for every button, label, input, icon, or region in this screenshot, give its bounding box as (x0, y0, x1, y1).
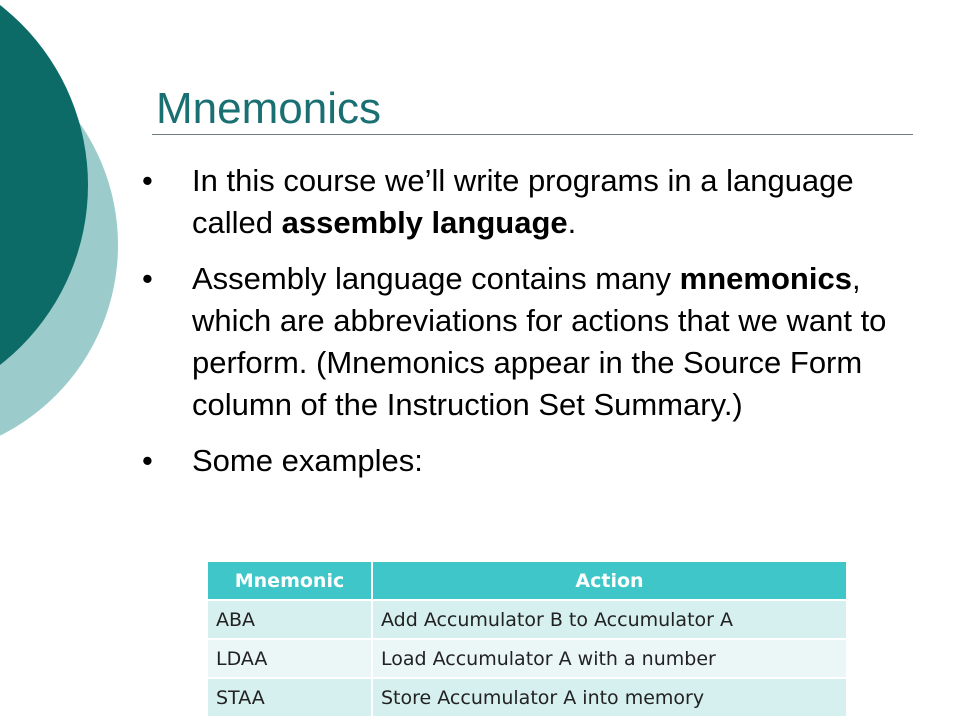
bullet-text: In this course we’ll write programs in a language called (192, 163, 854, 240)
cell-action: Add Accumulator B to Accumulator A (372, 600, 847, 639)
cell-mnemonic: LDAA (207, 639, 372, 678)
bullet-item (140, 258, 910, 426)
bullet-text: , which are abbreviations for actions that we want to perform. (Mnemonics appear in the Source Form column of the Instruction Set Summary.) (192, 261, 887, 422)
bullet-dot-icon: • (142, 443, 153, 478)
bullet-text: Assembly language contains many (192, 261, 680, 296)
bullet-bold-term: assembly language (281, 205, 568, 240)
table-row (207, 600, 847, 639)
cell-action: Store Accumulator A into memory (372, 678, 847, 717)
slide-title: Mnemonics (156, 84, 381, 133)
mnemonics-table (206, 560, 848, 718)
title-underline (152, 134, 913, 135)
header-mnemonic: Mnemonic (207, 561, 372, 600)
table-header-row (207, 561, 847, 600)
header-action: Action (372, 561, 847, 600)
bullet-bold-term: mnemonics (679, 261, 852, 296)
cell-mnemonic: STAA (207, 678, 372, 717)
cell-action: Load Accumulator A with a number (372, 639, 847, 678)
bullet-list (140, 160, 910, 496)
bullet-dot-icon: • (142, 261, 153, 296)
table-row (207, 639, 847, 678)
bullet-item (140, 160, 910, 244)
cell-mnemonic: ABA (207, 600, 372, 639)
bullet-dot-icon: • (142, 163, 153, 198)
bullet-text: . (567, 205, 577, 240)
bullet-item (140, 440, 910, 482)
decorative-circles (0, 0, 140, 720)
table-row (207, 678, 847, 717)
bullet-text: Some examples: (192, 443, 423, 478)
